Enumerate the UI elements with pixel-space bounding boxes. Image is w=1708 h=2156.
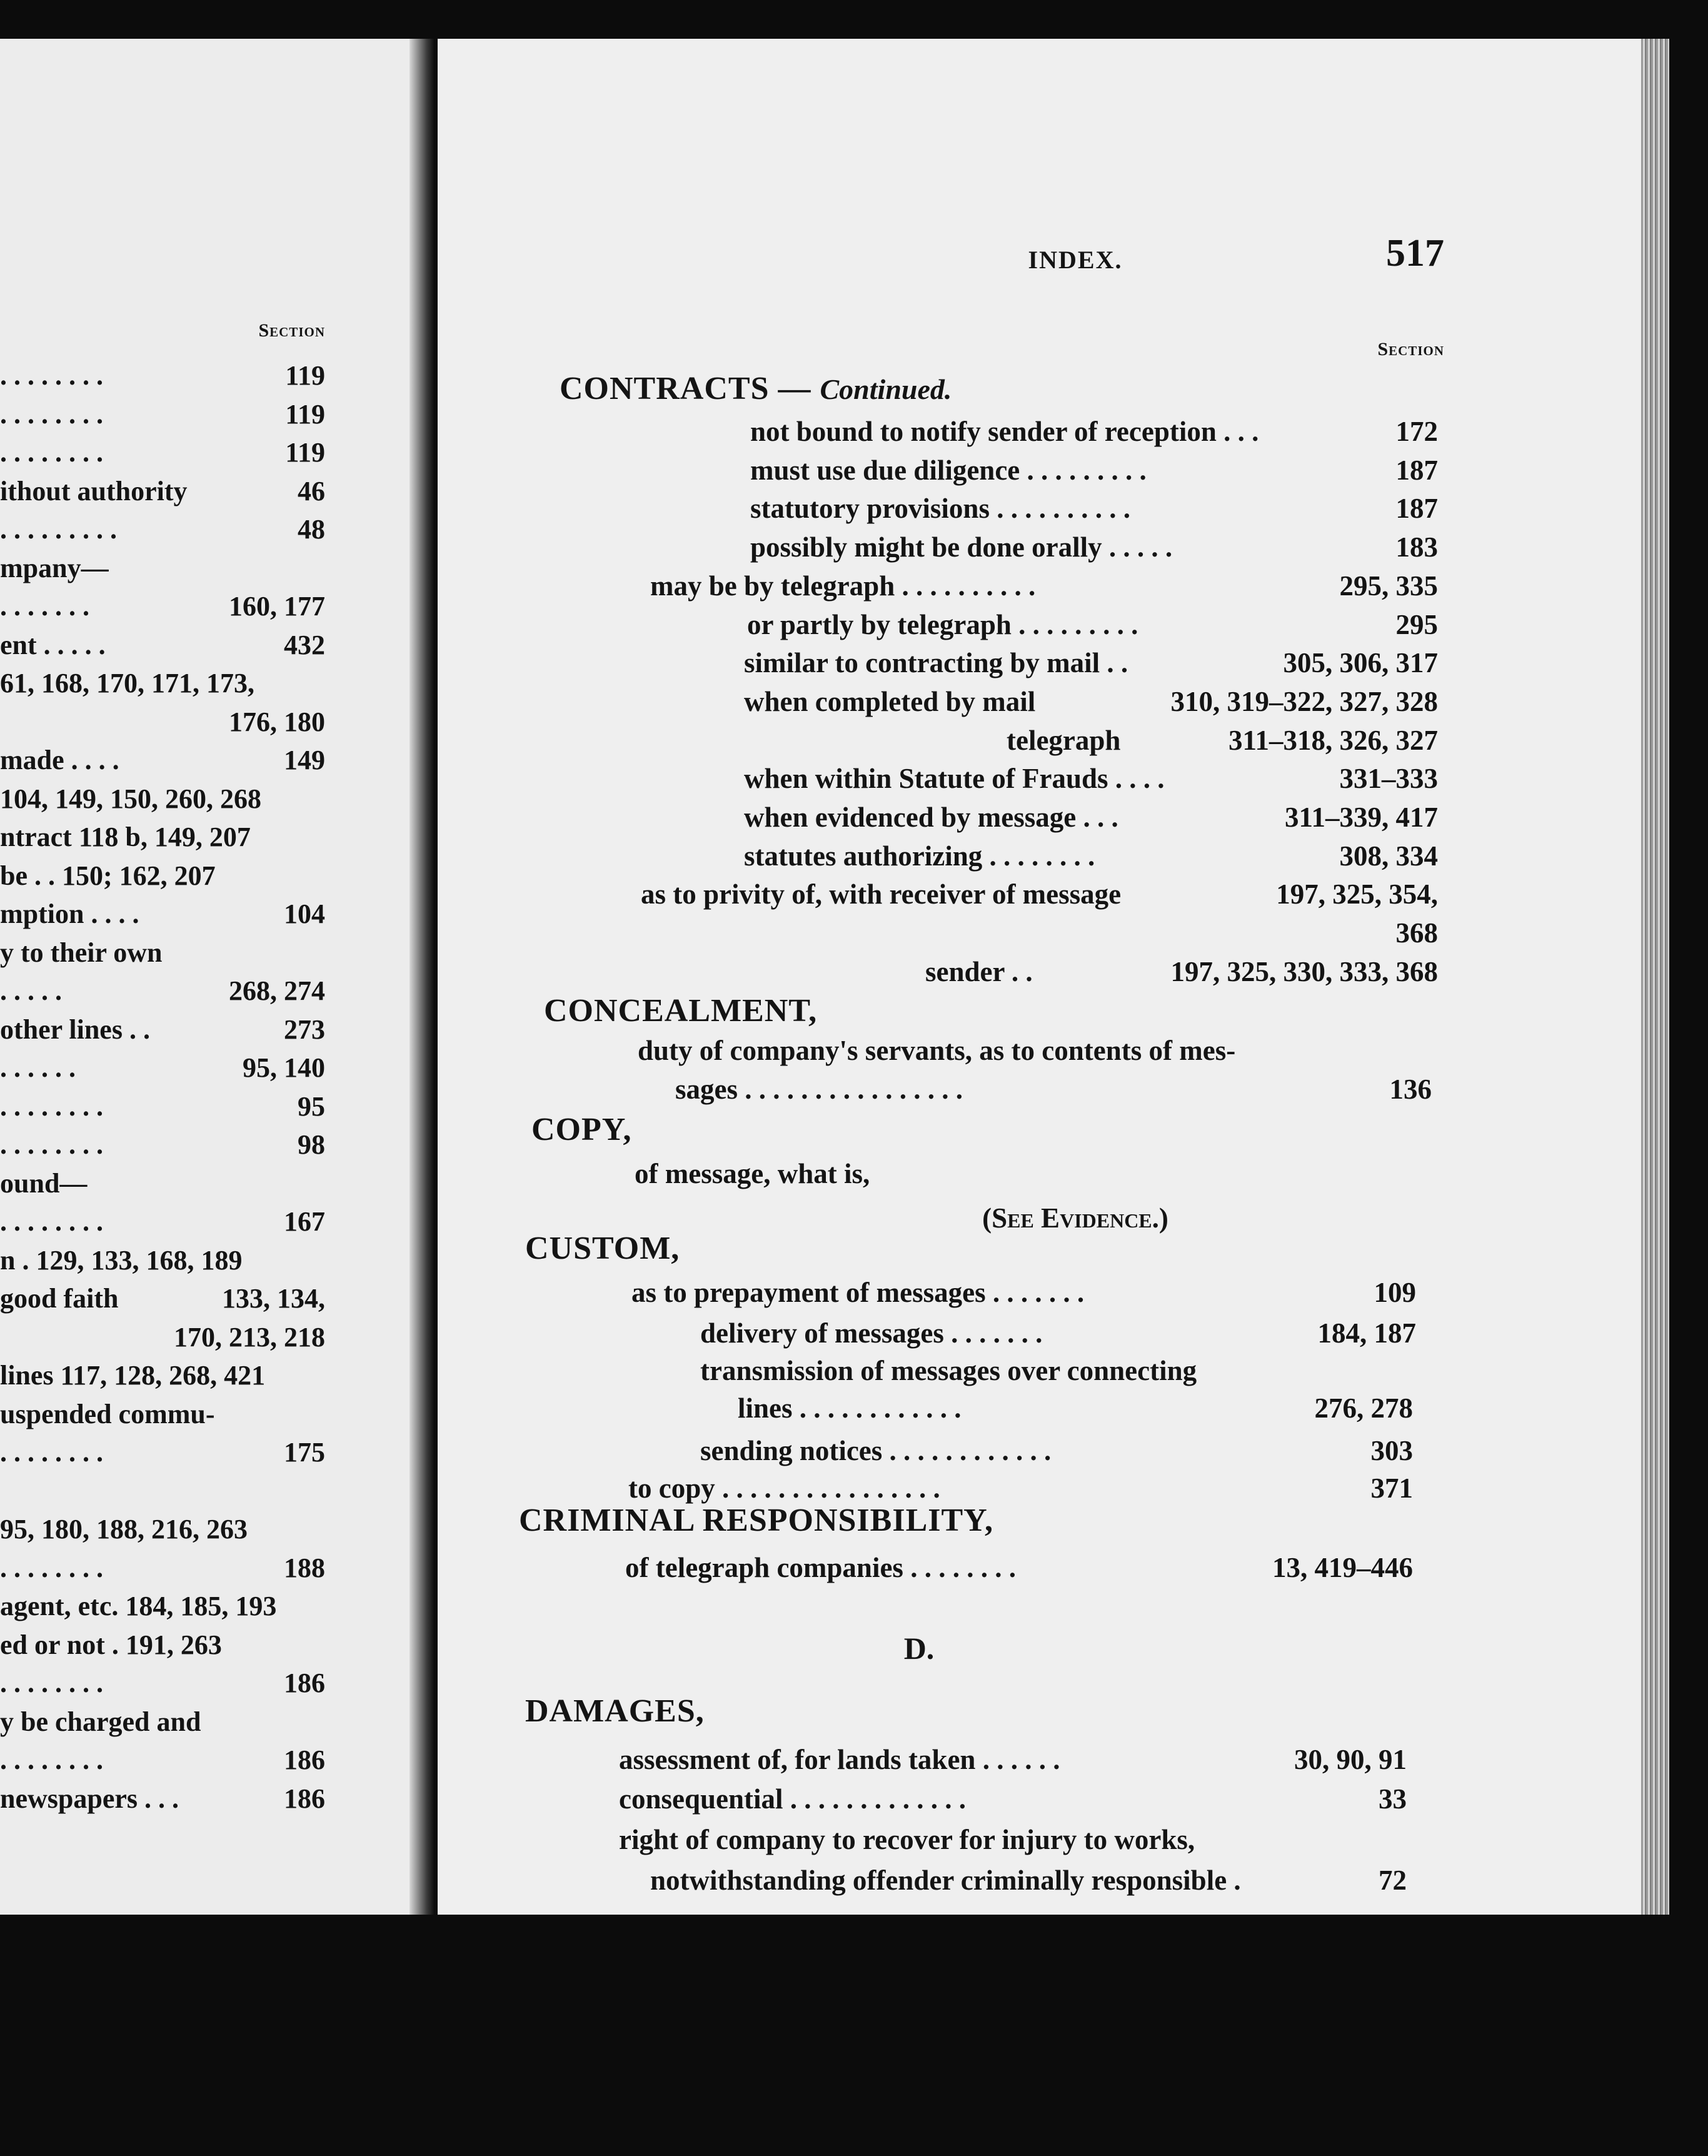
left-entry-text: . . . . . . . . — [0, 1552, 103, 1583]
custom-entry — [700, 1432, 1413, 1469]
left-entry-text: n . 129, 133, 168, 189 — [0, 1244, 243, 1276]
concealment-heading: CONCEALMENT, — [544, 993, 818, 1029]
left-index-line — [0, 819, 325, 855]
contracts-entry-text: similar to contracting by mail . . — [744, 647, 1128, 679]
contracts-entry-text: when evidenced by message . . . — [744, 802, 1118, 833]
copy-heading: COPY, — [531, 1112, 632, 1147]
left-index-line — [0, 1627, 325, 1663]
contracts-entry-text: must use due diligence . . . . . . . . . — [750, 454, 1147, 486]
left-section-ref: 48 — [298, 514, 325, 545]
letter-d-heading: D. — [903, 1631, 935, 1666]
contracts-section-ref: 310, 319–322, 327, 328 — [1170, 685, 1438, 717]
left-entry-text: . . . . . . . . — [0, 1129, 103, 1160]
left-section-ref: 95 — [298, 1091, 325, 1122]
criminal-section-ref: 13, 419–446 — [1272, 1552, 1413, 1583]
left-index-line — [0, 473, 325, 510]
contracts-entry-text: statutory provisions . . . . . . . . . . — [750, 493, 1130, 525]
damages-entry-text: consequential . . . . . . . . . . . . . — [619, 1783, 967, 1815]
left-index-line — [0, 1588, 325, 1625]
left-index-line — [0, 435, 325, 471]
custom-entry — [700, 1352, 1325, 1389]
left-entry-text: . . . . . . . . — [0, 360, 103, 391]
left-section-ref: 176, 180 — [229, 706, 325, 737]
damages-entry — [619, 1821, 1325, 1858]
contracts-entry-text: as to privity of, with receiver of message — [641, 879, 1122, 910]
concealment-entry-text: duty of company's servants, as to contents of mes- — [638, 1035, 1236, 1066]
copy-entry — [635, 1155, 1197, 1192]
left-index-line — [0, 1089, 325, 1125]
left-index-line — [0, 742, 325, 778]
contracts-entry-text: sender . . — [925, 955, 1033, 987]
left-index-line — [0, 1434, 325, 1471]
left-entry-text: 104, 149, 150, 260, 268 — [0, 783, 261, 814]
contracts-entry-text: when completed by mail — [744, 685, 1036, 717]
left-index-line — [0, 973, 325, 1009]
contracts-section-ref: 331–333 — [1339, 763, 1438, 795]
left-section-ref: 98 — [298, 1129, 325, 1160]
left-section-ref: 186 — [284, 1783, 325, 1814]
contracts-entry — [744, 837, 1438, 875]
damages-entry-text: right of company to recover for injury to works, — [619, 1824, 1195, 1855]
contracts-section-ref: 311–339, 417 — [1284, 802, 1438, 833]
left-index-line — [0, 588, 325, 625]
contracts-section-ref: 295 — [1395, 608, 1438, 640]
left-entry-text: y to their own — [0, 937, 163, 968]
left-index-line — [0, 1396, 325, 1433]
left-entry-text: . . . . . . — [0, 1052, 76, 1083]
custom-section-ref: 276, 278 — [1314, 1393, 1413, 1424]
criminal-responsibility-heading: CRIMINAL RESPONSIBILITY, — [519, 1503, 993, 1538]
left-entry-text: made . . . . — [0, 745, 119, 775]
left-entry-text: . . . . . . . . — [0, 1745, 103, 1775]
left-index-line — [0, 550, 325, 587]
custom-section-ref: 371 — [1370, 1473, 1413, 1504]
contracts-entry — [641, 875, 1438, 913]
left-index-line — [0, 858, 325, 894]
left-entry-text: agent, etc. 184, 185, 193 — [0, 1591, 277, 1621]
contracts-section-ref: 187 — [1395, 454, 1438, 486]
contracts-section-ref: 172 — [1395, 416, 1438, 447]
contracts-entry-text: may be by telegraph . . . . . . . . . . — [650, 570, 1036, 602]
left-index-line — [0, 1742, 325, 1778]
left-entry-text: . . . . . . . . — [0, 1091, 103, 1122]
left-index-line — [0, 1781, 325, 1817]
page-number: 517 — [1386, 232, 1444, 275]
contracts-entry-text: not bound to notify sender of reception . . . — [750, 416, 1259, 447]
contracts-section-ref: 311–318, 326, 327 — [1228, 724, 1438, 756]
left-index-line — [0, 935, 325, 971]
left-entry-text: mpany— — [0, 552, 109, 583]
damages-section-ref: 72 — [1379, 1865, 1407, 1896]
contracts-continued: Continued. — [820, 373, 952, 405]
left-entry-text: newspapers . . . — [0, 1783, 179, 1814]
left-index-line — [0, 1242, 325, 1279]
contracts-entry — [744, 760, 1438, 797]
left-section-ref: 133, 134, — [222, 1283, 325, 1314]
contracts-entry — [750, 490, 1438, 527]
left-index-line — [0, 896, 325, 932]
left-index-line — [0, 1281, 325, 1317]
left-section-ref: 268, 274 — [229, 975, 325, 1006]
section-column-label: Section — [1377, 339, 1444, 360]
left-section-ref: 432 — [284, 629, 325, 660]
left-section-ref: 186 — [284, 1668, 325, 1698]
left-facing-page — [0, 39, 409, 1915]
contracts-section-ref: 197, 325, 354, — [1276, 879, 1438, 910]
custom-entry — [631, 1274, 1416, 1311]
left-section-ref: 170, 213, 218 — [174, 1321, 325, 1353]
contracts-section-ref: 368 — [1395, 917, 1438, 949]
left-entry-text: . . . . . . . . — [0, 398, 103, 430]
contracts-section-ref: 308, 334 — [1339, 840, 1438, 872]
damages-entry-text: assessment of, for lands taken . . . . . . — [619, 1744, 1060, 1775]
contracts-entry-text: statutes authorizing . . . . . . . . — [744, 840, 1095, 872]
custom-entry-text: to copy . . . . . . . . . . . . . . . . — [628, 1473, 940, 1504]
criminal-entry-text: of telegraph companies . . . . . . . . — [625, 1552, 1016, 1583]
copy-see-also: (See Evidence.) — [982, 1202, 1168, 1234]
custom-entry-text: lines . . . . . . . . . . . . — [738, 1393, 962, 1424]
contracts-entry — [747, 606, 1438, 643]
left-entry-text: . . . . . — [0, 975, 62, 1006]
damages-heading: DAMAGES, — [525, 1693, 705, 1729]
left-index-line — [0, 396, 325, 433]
contracts-entry — [750, 413, 1438, 450]
custom-entry-text: sending notices . . . . . . . . . . . . — [700, 1435, 1052, 1466]
left-entry-text: . . . . . . . — [0, 591, 89, 622]
left-entry-text: 95, 180, 188, 216, 263 — [0, 1514, 248, 1544]
custom-entry — [738, 1389, 1413, 1427]
damages-entry-text: notwithstanding offender criminally responsible . — [650, 1865, 1241, 1896]
left-index-line — [0, 1127, 325, 1163]
contracts-entry — [744, 798, 1438, 836]
concealment-section-ref: 136 — [1389, 1074, 1432, 1105]
custom-entry — [628, 1469, 1413, 1507]
contracts-section-ref: 183 — [1395, 531, 1438, 563]
left-entry-text: ithout authority — [0, 475, 188, 506]
left-index-line — [0, 1204, 325, 1240]
contracts-entry-text: when within Statute of Frauds . . . . — [744, 763, 1165, 795]
left-index-line — [0, 1319, 325, 1356]
left-section-ref: 119 — [285, 398, 325, 430]
left-entry-text: 61, 168, 170, 171, 173, — [0, 668, 254, 698]
contracts-entry — [925, 953, 1438, 990]
left-entry-text: other lines . . — [0, 1014, 150, 1045]
contracts-entry — [750, 451, 1438, 489]
left-index-line — [0, 1012, 325, 1048]
left-entry-text: . . . . . . . . — [0, 1668, 103, 1698]
custom-section-ref: 303 — [1370, 1435, 1413, 1466]
page-edges — [1641, 39, 1669, 1915]
book-gutter — [409, 39, 435, 1915]
custom-entry-text: delivery of messages . . . . . . . — [700, 1317, 1043, 1349]
left-entry-text: be . . 150; 162, 207 — [0, 860, 216, 891]
custom-section-ref: 184, 187 — [1317, 1317, 1416, 1349]
contracts-heading — [560, 370, 1122, 408]
left-index-line — [0, 1358, 325, 1394]
left-section-ref: 119 — [285, 360, 325, 391]
damages-entry — [619, 1780, 1407, 1818]
left-entry-text: ent . . . . . — [0, 629, 106, 660]
left-index-line — [0, 627, 325, 663]
damages-entry — [650, 1861, 1407, 1899]
left-section-ref: 119 — [285, 437, 325, 468]
left-entry-text: lines 117, 128, 268, 421 — [0, 1360, 266, 1391]
left-entry-text: ntract 118 b, 149, 207 — [0, 822, 251, 852]
left-entry-text: . . . . . . . . . — [0, 514, 117, 545]
contracts-entry — [1007, 722, 1438, 759]
left-index-line — [0, 358, 325, 394]
left-entry-text: . . . . . . . . — [0, 1206, 103, 1237]
left-section-ref: 46 — [298, 475, 325, 506]
left-entry-text: . . . . . . . . — [0, 437, 103, 468]
contracts-section-ref: 295, 335 — [1339, 570, 1438, 602]
contracts-entry-text: telegraph — [1007, 724, 1121, 756]
contracts-entry — [750, 528, 1438, 566]
left-entry-text: mption . . . . — [0, 899, 139, 929]
left-index-line — [0, 704, 325, 740]
left-index-line — [0, 1166, 325, 1202]
left-index-line — [0, 1473, 325, 1509]
custom-section-ref: 109 — [1374, 1277, 1416, 1308]
left-entry-text: ound— — [0, 1167, 88, 1199]
damages-section-ref: 33 — [1379, 1783, 1407, 1815]
left-index-line — [0, 1665, 325, 1701]
left-index-line — [0, 1704, 325, 1740]
left-entry-text: good faith — [0, 1283, 119, 1314]
contracts-entry — [650, 567, 1438, 605]
left-index-line — [0, 781, 325, 817]
left-index-line — [0, 665, 325, 702]
concealment-entry-line1 — [638, 1032, 1444, 1069]
left-section-column-label: Section — [258, 320, 325, 341]
concealment-entry-continuation: sages . . . . . . . . . . . . . . . . — [675, 1074, 963, 1105]
contracts-section-ref: 187 — [1395, 493, 1438, 525]
custom-entry-text: as to prepayment of messages . . . . . . . — [631, 1277, 1085, 1308]
left-entry-text: ed or not . 191, 263 — [0, 1629, 222, 1660]
running-head: INDEX. — [1028, 246, 1123, 274]
left-index-line — [0, 1050, 325, 1086]
index-page-517 — [438, 39, 1641, 1915]
left-section-ref: 188 — [284, 1552, 325, 1583]
left-section-ref: 95, 140 — [243, 1052, 325, 1083]
custom-heading: CUSTOM, — [525, 1231, 680, 1266]
left-section-ref: 149 — [284, 745, 325, 775]
left-section-ref: 175 — [284, 1437, 325, 1468]
left-entry-text: y be charged and — [0, 1706, 201, 1737]
contracts-entry — [641, 914, 1438, 952]
custom-entry-text: transmission of messages over connecting — [700, 1355, 1197, 1386]
criminal-entry — [625, 1549, 1413, 1586]
left-section-ref: 186 — [284, 1745, 325, 1775]
left-section-ref: 273 — [284, 1014, 325, 1045]
contracts-entry — [744, 683, 1438, 720]
left-index-line — [0, 1550, 325, 1586]
contracts-entry — [744, 644, 1438, 682]
left-section-ref: 160, 177 — [229, 591, 325, 622]
contracts-section-ref: 197, 325, 330, 333, 368 — [1170, 955, 1438, 987]
contracts-entry-text: possibly might be done orally . . . . . — [750, 531, 1173, 563]
left-section-ref: 104 — [284, 899, 325, 929]
left-entry-text: uspended commu- — [0, 1398, 215, 1429]
damages-section-ref: 30, 90, 91 — [1294, 1744, 1407, 1775]
custom-entry — [700, 1314, 1416, 1352]
left-entry-text: . . . . . . . . — [0, 1437, 103, 1468]
contracts-heading-text: CONTRACTS — — [560, 371, 811, 406]
concealment-entry-line2 — [675, 1070, 1432, 1108]
contracts-section-ref: 305, 306, 317 — [1283, 647, 1438, 679]
contracts-entry-text: or partly by telegraph . . . . . . . . . — [747, 608, 1138, 640]
left-index-line — [0, 511, 325, 548]
left-index-line — [0, 1511, 325, 1548]
damages-entry — [619, 1741, 1407, 1778]
copy-entry-text: of message, what is, — [635, 1158, 870, 1189]
left-section-ref: 167 — [284, 1206, 325, 1237]
